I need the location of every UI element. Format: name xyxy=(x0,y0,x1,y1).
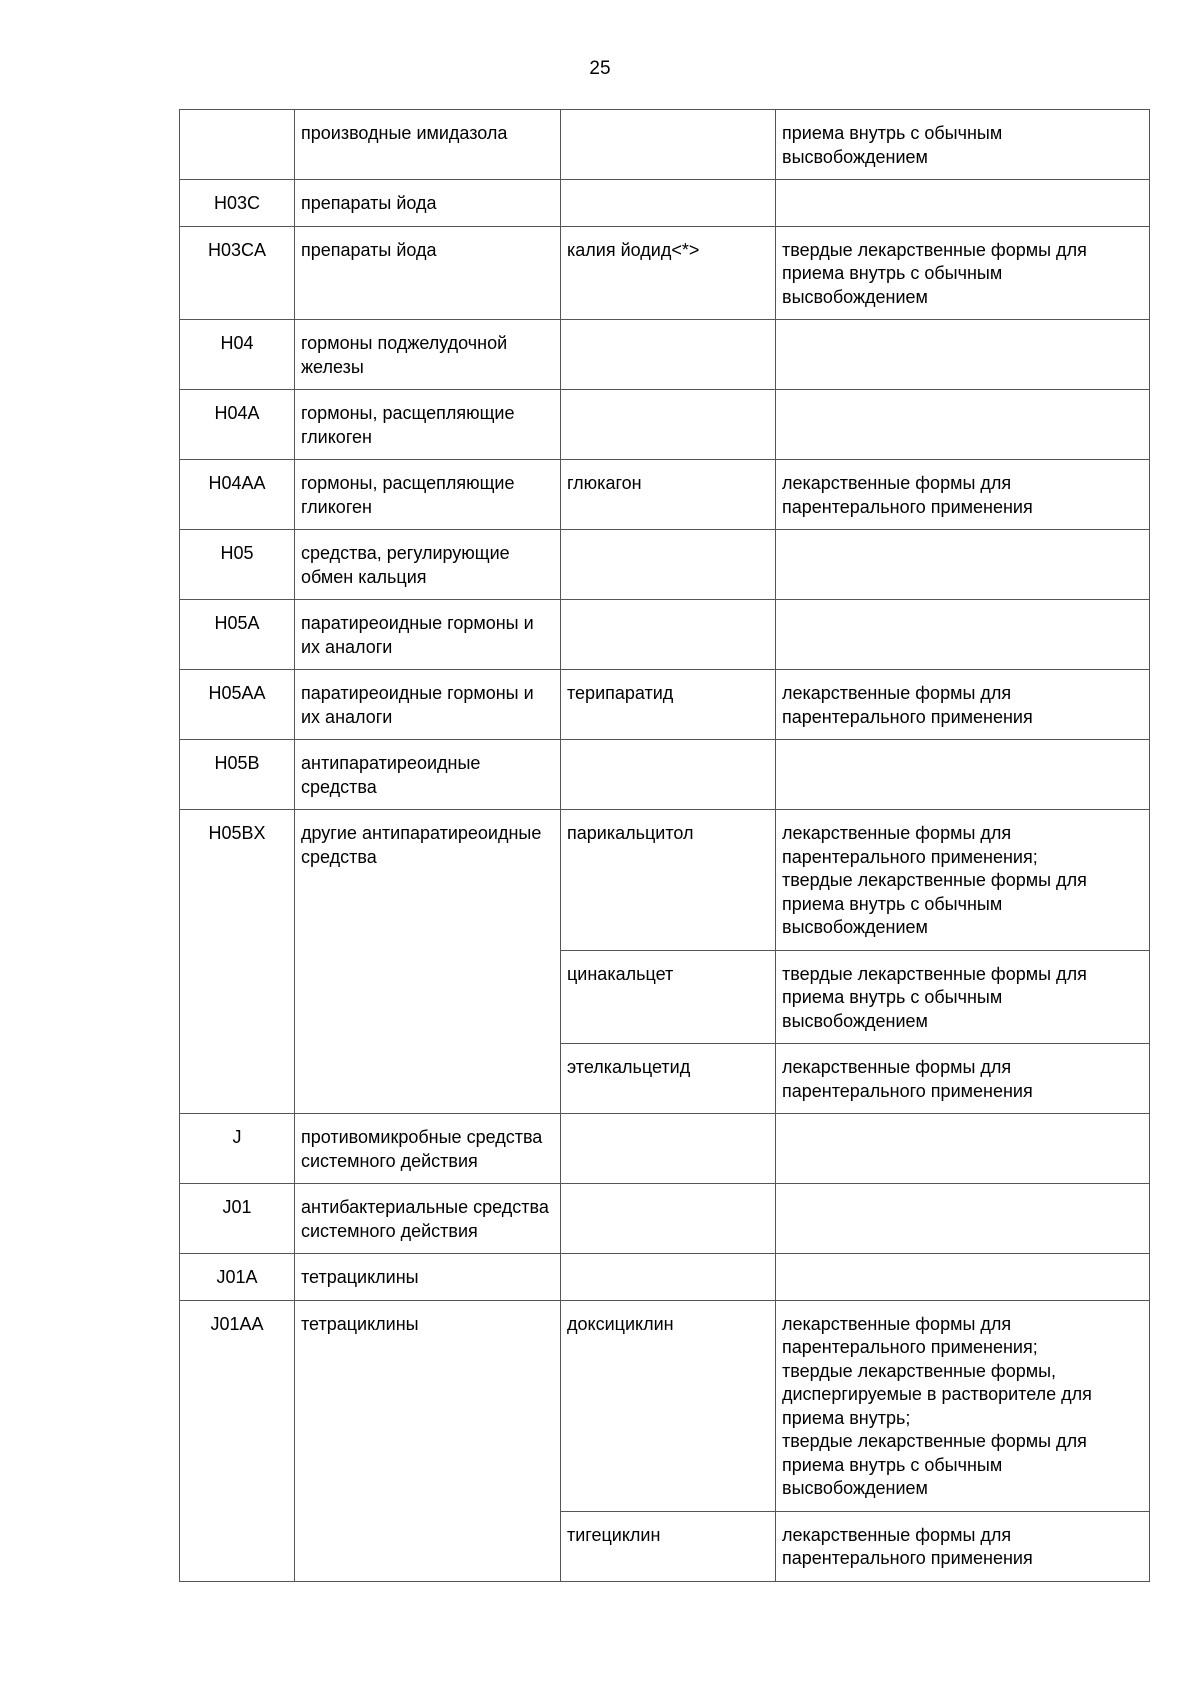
dosage-form-cell xyxy=(776,740,1150,810)
table-row xyxy=(180,1300,1150,1511)
atc-code-cell: H05BX xyxy=(180,810,295,1114)
dosage-form-cell: лекарственные формы для парентерального применения xyxy=(776,670,1150,740)
group-name-cell: тетрациклины xyxy=(295,1254,561,1301)
dosage-form-cell xyxy=(776,530,1150,600)
table-row xyxy=(180,180,1150,227)
page-number: 25 xyxy=(589,58,611,79)
atc-code-cell: H04 xyxy=(180,320,295,390)
group-name-cell: другие антипаратиреоидные средства xyxy=(295,810,561,1114)
group-name-cell: антипаратиреоидные средства xyxy=(295,740,561,810)
group-name-cell: гормоны, расщепляющие гликоген xyxy=(295,390,561,460)
drug-name-cell xyxy=(561,740,776,810)
table-row xyxy=(180,810,1150,951)
atc-code-cell: J01 xyxy=(180,1184,295,1254)
dosage-form-cell: лекарственные формы для парентерального применения xyxy=(776,1511,1150,1581)
dosage-form-cell: твердые лекарственные формы для приема внутрь с обычным высвобождением xyxy=(776,226,1150,320)
drug-name-cell xyxy=(561,180,776,227)
drug-name-cell xyxy=(561,1254,776,1301)
group-name-cell: паратиреоидные гормоны и их аналоги xyxy=(295,600,561,670)
group-name-cell: паратиреоидные гормоны и их аналоги xyxy=(295,670,561,740)
table-row xyxy=(180,670,1150,740)
drug-name-cell xyxy=(561,390,776,460)
group-name-cell: гормоны, расщепляющие гликоген xyxy=(295,460,561,530)
atc-code-cell: J xyxy=(180,1114,295,1184)
drug-name-cell xyxy=(561,110,776,180)
group-name-cell: гормоны поджелудочной железы xyxy=(295,320,561,390)
drug-name-cell xyxy=(561,320,776,390)
atc-code-cell: H03C xyxy=(180,180,295,227)
dosage-form-cell: лекарственные формы для парентерального применения; твердые лекарственные формы, диспергируемые в растворителе для приема внутрь; твердые лекарственные формы для приема внутрь с обычным высвобождением xyxy=(776,1300,1150,1511)
atc-code-cell: H03CA xyxy=(180,226,295,320)
atc-code-cell xyxy=(180,110,295,180)
dosage-form-cell xyxy=(776,1184,1150,1254)
group-name-cell: антибактериальные средства системного действия xyxy=(295,1184,561,1254)
dosage-form-cell xyxy=(776,180,1150,227)
atc-code-cell: H05A xyxy=(180,600,295,670)
atc-code-cell: H05B xyxy=(180,740,295,810)
dosage-form-cell: лекарственные формы для парентерального применения; твердые лекарственные формы для приема внутрь с обычным высвобождением xyxy=(776,810,1150,951)
atc-code-cell: H04AA xyxy=(180,460,295,530)
dosage-form-cell xyxy=(776,1254,1150,1301)
table-row xyxy=(180,110,1150,180)
atc-code-cell: J01AA xyxy=(180,1300,295,1581)
dosage-form-cell xyxy=(776,600,1150,670)
dosage-form-cell: приема внутрь с обычным высвобождением xyxy=(776,110,1150,180)
dosage-form-cell: лекарственные формы для парентерального применения xyxy=(776,460,1150,530)
drug-name-cell xyxy=(561,600,776,670)
table-row xyxy=(180,320,1150,390)
group-name-cell: препараты йода xyxy=(295,226,561,320)
drug-name-cell: терипаратид xyxy=(561,670,776,740)
table-body xyxy=(180,110,1150,1582)
dosage-form-cell xyxy=(776,320,1150,390)
group-name-cell: препараты йода xyxy=(295,180,561,227)
atc-code-cell: H05 xyxy=(180,530,295,600)
drug-name-cell: тигециклин xyxy=(561,1511,776,1581)
table-row xyxy=(180,740,1150,810)
dosage-form-cell: лекарственные формы для парентерального применения xyxy=(776,1044,1150,1114)
drug-name-cell: доксициклин xyxy=(561,1300,776,1511)
drug-name-cell: калия йодид<*> xyxy=(561,226,776,320)
table-row xyxy=(180,1114,1150,1184)
drug-table xyxy=(179,109,1150,1582)
drug-name-cell: парикальцитол xyxy=(561,810,776,951)
drug-name-cell: этелкальцетид xyxy=(561,1044,776,1114)
dosage-form-cell xyxy=(776,1114,1150,1184)
drug-name-cell xyxy=(561,530,776,600)
drug-name-cell: цинакальцет xyxy=(561,950,776,1044)
table-row xyxy=(180,1184,1150,1254)
drug-name-cell xyxy=(561,1184,776,1254)
table-row xyxy=(180,390,1150,460)
table-row xyxy=(180,1254,1150,1301)
atc-code-cell: J01A xyxy=(180,1254,295,1301)
table-row xyxy=(180,460,1150,530)
atc-code-cell: H04A xyxy=(180,390,295,460)
table-row xyxy=(180,530,1150,600)
group-name-cell: противомикробные средства системного действия xyxy=(295,1114,561,1184)
dosage-form-cell xyxy=(776,390,1150,460)
drug-name-cell: глюкагон xyxy=(561,460,776,530)
dosage-form-cell: твердые лекарственные формы для приема внутрь с обычным высвобождением xyxy=(776,950,1150,1044)
group-name-cell: средства, регулирующие обмен кальция xyxy=(295,530,561,600)
table-row xyxy=(180,226,1150,320)
group-name-cell: тетрациклины xyxy=(295,1300,561,1581)
table-row xyxy=(180,600,1150,670)
group-name-cell: производные имидазола xyxy=(295,110,561,180)
drug-name-cell xyxy=(561,1114,776,1184)
atc-code-cell: H05AA xyxy=(180,670,295,740)
